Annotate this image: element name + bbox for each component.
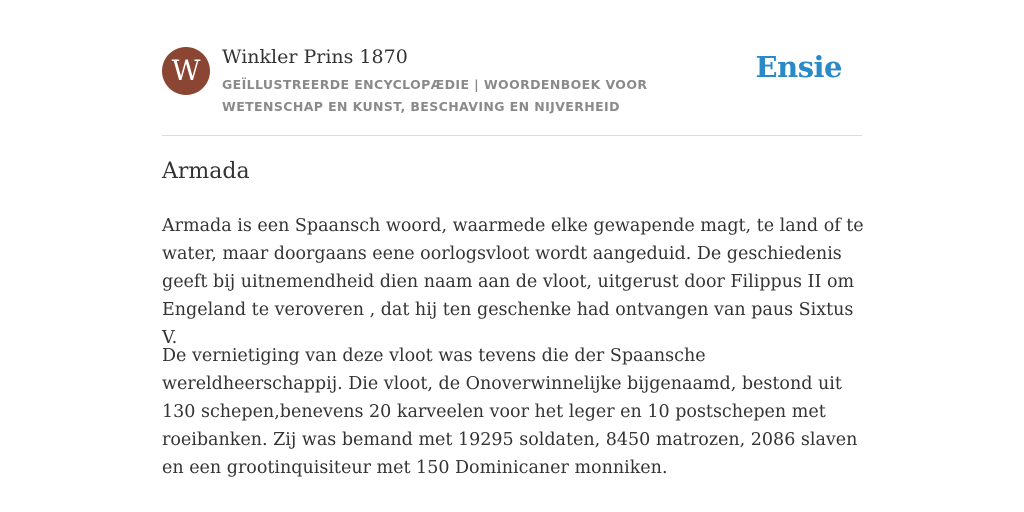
source-avatar[interactable]: W — [162, 47, 210, 95]
source-header — [162, 44, 862, 116]
header-divider — [162, 135, 862, 136]
ensie-logo[interactable]: Ensie — [755, 50, 842, 84]
source-title[interactable]: Winkler Prins 1870 — [222, 46, 408, 68]
entry-paragraph-2: De vernietiging van deze vloot was tevens die der Spaansche wereldheerschappij. Die vloot, de Onoverwinnelijke bijgenaamd, bestond uit 130 schepen,benevens 20 karveelen voor het leger en 10 postschepen met roeibanken. Zij was bemand met 19295 soldaten, 8450 matrozen, 2086 slaven en een grootinquisiteur met 150 Dominicaner monniken. — [162, 346, 858, 478]
entry-title: Armada — [162, 159, 250, 184]
entry-paragraph-1: Armada is een Spaansch woord, waarmede elke gewapende magt, te land of te water, maar doorgaans eene oorlogsvloot wordt aangeduid. De geschiedenis geeft bij uitnemendheid dien naam aan de vloot, uitgerust door Filippus II om Engeland te veroveren , dat hij ten geschenke had ontvangen van paus Sixtus V. — [162, 216, 864, 348]
source-subtitle: GEÏLLUSTREERDE ENCYCLOPÆDIE | WOORDENBOEK VOOR WETENSCHAP EN KUNST, BESCHAVING EN NIJVERHEID — [222, 77, 648, 114]
